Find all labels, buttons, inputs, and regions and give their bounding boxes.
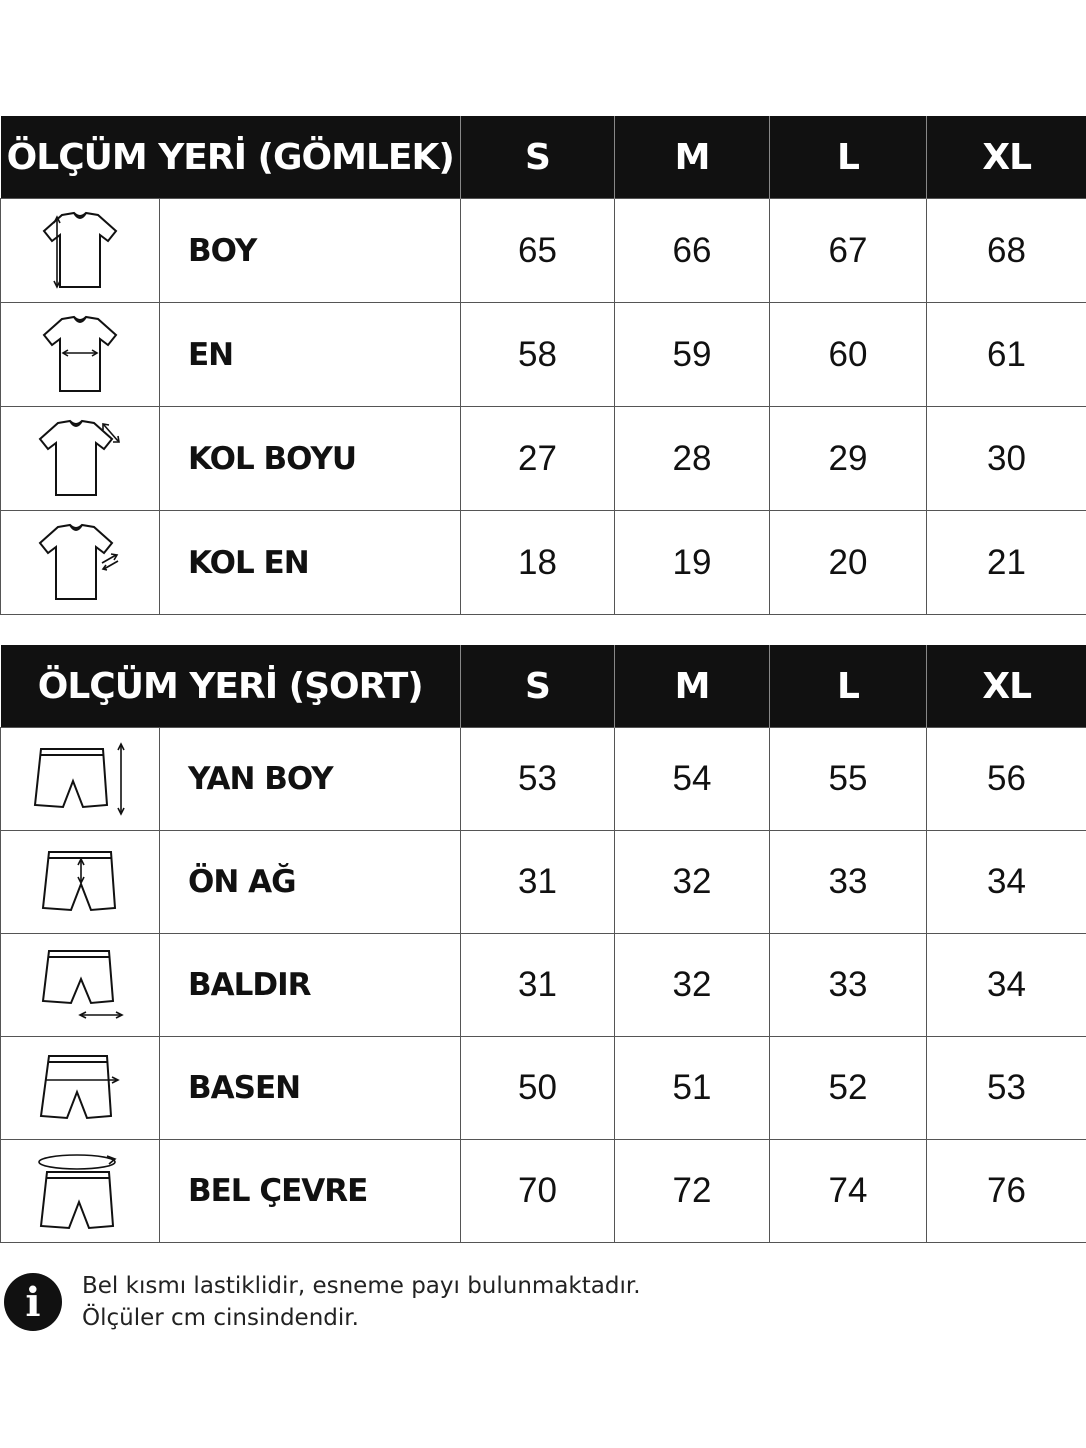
shirt-header-size-s: S <box>461 116 615 199</box>
value-cell-m: 32 <box>615 831 770 934</box>
value-cell-l: 29 <box>770 407 927 511</box>
value-cell-m: 19 <box>615 511 770 615</box>
shorts-header-size-m: M <box>615 645 770 728</box>
table-row <box>1 1140 1086 1243</box>
shirt-header-row <box>1 116 1086 199</box>
table-row <box>1 199 1086 303</box>
shorts-hip-icon <box>25 1050 135 1126</box>
value-cell-m: 51 <box>615 1037 770 1140</box>
table-row <box>1 831 1086 934</box>
shorts-header-title: ÖLÇÜM YERİ (ŞORT) <box>1 645 461 728</box>
value-cell-s: 18 <box>461 511 615 615</box>
value-cell-m: 28 <box>615 407 770 511</box>
value-cell-s: 27 <box>461 407 615 511</box>
shorts-header-size-s: S <box>461 645 615 728</box>
shorts-header-size-xl: XL <box>927 645 1086 728</box>
shorts-leg-opening-icon <box>25 947 135 1023</box>
shorts-front-rise-icon <box>25 844 135 920</box>
tshirt-length-icon <box>30 209 130 293</box>
table-row <box>1 1037 1086 1140</box>
shorts-header-size-l: L <box>770 645 927 728</box>
value-cell-s: 70 <box>461 1140 615 1243</box>
value-cell-m: 54 <box>615 728 770 831</box>
row-label: EN <box>160 303 461 407</box>
table-row <box>1 511 1086 615</box>
value-cell-xl: 56 <box>927 728 1086 831</box>
value-cell-s: 53 <box>461 728 615 831</box>
value-cell-m: 32 <box>615 934 770 1037</box>
row-label: BALDIR <box>160 934 461 1037</box>
footnote-line-units: Ölçüler cm cinsindendir. <box>82 1305 359 1331</box>
value-cell-s: 50 <box>461 1037 615 1140</box>
tshirt-width-icon <box>30 313 130 397</box>
row-label: BASEN <box>160 1037 461 1140</box>
tshirt-sleeve-width-icon <box>30 521 130 605</box>
value-cell-xl: 34 <box>927 831 1086 934</box>
value-cell-l: 74 <box>770 1140 927 1243</box>
info-icon: i <box>4 1273 62 1331</box>
table-row <box>1 934 1086 1037</box>
value-cell-xl: 68 <box>927 199 1086 303</box>
value-cell-l: 33 <box>770 831 927 934</box>
value-cell-m: 72 <box>615 1140 770 1243</box>
value-cell-xl: 21 <box>927 511 1086 615</box>
shorts-waist-icon <box>25 1150 135 1232</box>
shirt-header-size-l: L <box>770 116 927 199</box>
value-cell-s: 58 <box>461 303 615 407</box>
table-row <box>1 407 1086 511</box>
value-cell-l: 55 <box>770 728 927 831</box>
table-row <box>1 728 1086 831</box>
value-cell-l: 52 <box>770 1037 927 1140</box>
shorts-side-length-icon <box>25 741 135 817</box>
shorts-size-table <box>0 645 1086 1243</box>
value-cell-m: 66 <box>615 199 770 303</box>
footnote-text <box>82 1270 641 1334</box>
value-cell-l: 20 <box>770 511 927 615</box>
row-label: KOL EN <box>160 511 461 615</box>
tshirt-sleeve-length-icon <box>30 417 130 501</box>
value-cell-s: 31 <box>461 934 615 1037</box>
row-label: YAN BOY <box>160 728 461 831</box>
value-cell-m: 59 <box>615 303 770 407</box>
value-cell-l: 60 <box>770 303 927 407</box>
value-cell-s: 31 <box>461 831 615 934</box>
value-cell-xl: 34 <box>927 934 1086 1037</box>
value-cell-xl: 30 <box>927 407 1086 511</box>
row-label: BEL ÇEVRE <box>160 1140 461 1243</box>
footnote <box>4 1270 641 1334</box>
shirt-header-size-m: M <box>615 116 770 199</box>
value-cell-xl: 61 <box>927 303 1086 407</box>
shirt-header-title: ÖLÇÜM YERİ (GÖMLEK) <box>1 116 461 199</box>
table-row <box>1 303 1086 407</box>
row-label: KOL BOYU <box>160 407 461 511</box>
shirt-size-table <box>0 116 1086 615</box>
shirt-header-size-xl: XL <box>927 116 1086 199</box>
value-cell-xl: 53 <box>927 1037 1086 1140</box>
value-cell-l: 33 <box>770 934 927 1037</box>
row-label: BOY <box>160 199 461 303</box>
footnote-line-elastic: Bel kısmı lastiklidir, esneme payı bulunmaktadır. <box>82 1273 641 1299</box>
row-label: ÖN AĞ <box>160 831 461 934</box>
value-cell-xl: 76 <box>927 1140 1086 1243</box>
shorts-header-row <box>1 645 1086 728</box>
value-cell-s: 65 <box>461 199 615 303</box>
value-cell-l: 67 <box>770 199 927 303</box>
